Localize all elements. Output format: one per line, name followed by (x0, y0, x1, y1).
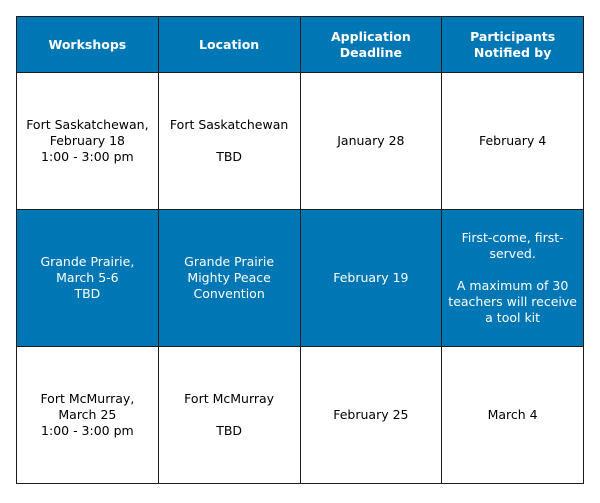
text-line: TBD (74, 286, 101, 301)
text-line: TBD (216, 149, 243, 164)
notified-cell: March 4 (442, 347, 584, 484)
text-line: Grande Prairie, (40, 254, 135, 269)
text-line: Fort Saskatchewan, (26, 117, 149, 132)
text-line: March 5-6 (56, 270, 119, 285)
text-line: March 25 (58, 407, 117, 422)
workshop-schedule-table (16, 16, 584, 484)
text-line: Grande Prairie (184, 254, 275, 269)
table-row (17, 210, 584, 347)
text-line: teachers will receive (448, 294, 577, 309)
header-application-deadline: Application Deadline (300, 17, 442, 73)
header-location: Location (158, 17, 300, 73)
text-line: Fort McMurray (184, 391, 275, 406)
deadline-cell: January 28 (300, 73, 442, 210)
text-line: served. (489, 246, 536, 261)
text-line: First-come, first- (461, 230, 564, 245)
table-row (17, 73, 584, 210)
text-line: Fort Saskatchewan (169, 117, 289, 132)
deadline-cell: February 19 (300, 210, 442, 347)
deadline-cell: February 25 (300, 347, 442, 484)
location-cell (158, 347, 300, 484)
text-line: TBD (216, 423, 243, 438)
header-workshops: Workshops (17, 17, 159, 73)
text-line: Fort McMurray, (40, 391, 135, 406)
workshop-cell (17, 347, 159, 484)
location-cell (158, 73, 300, 210)
text-line: Convention (193, 286, 265, 301)
table-row (17, 347, 584, 484)
header-row (17, 17, 584, 73)
location-cell (158, 210, 300, 347)
notified-cell (442, 210, 584, 347)
workshop-cell (17, 210, 159, 347)
header-participants-notified: Participants Notified by (442, 17, 584, 73)
text-line: February 18 (49, 133, 126, 148)
text-line: 1:00 - 3:00 pm (41, 149, 134, 164)
text-line: a tool kit (485, 310, 541, 325)
text-line: 1:00 - 3:00 pm (41, 423, 134, 438)
text-line: A maximum of 30 (456, 278, 569, 293)
workshop-cell (17, 73, 159, 210)
text-line: Mighty Peace (187, 270, 271, 285)
notified-cell: February 4 (442, 73, 584, 210)
